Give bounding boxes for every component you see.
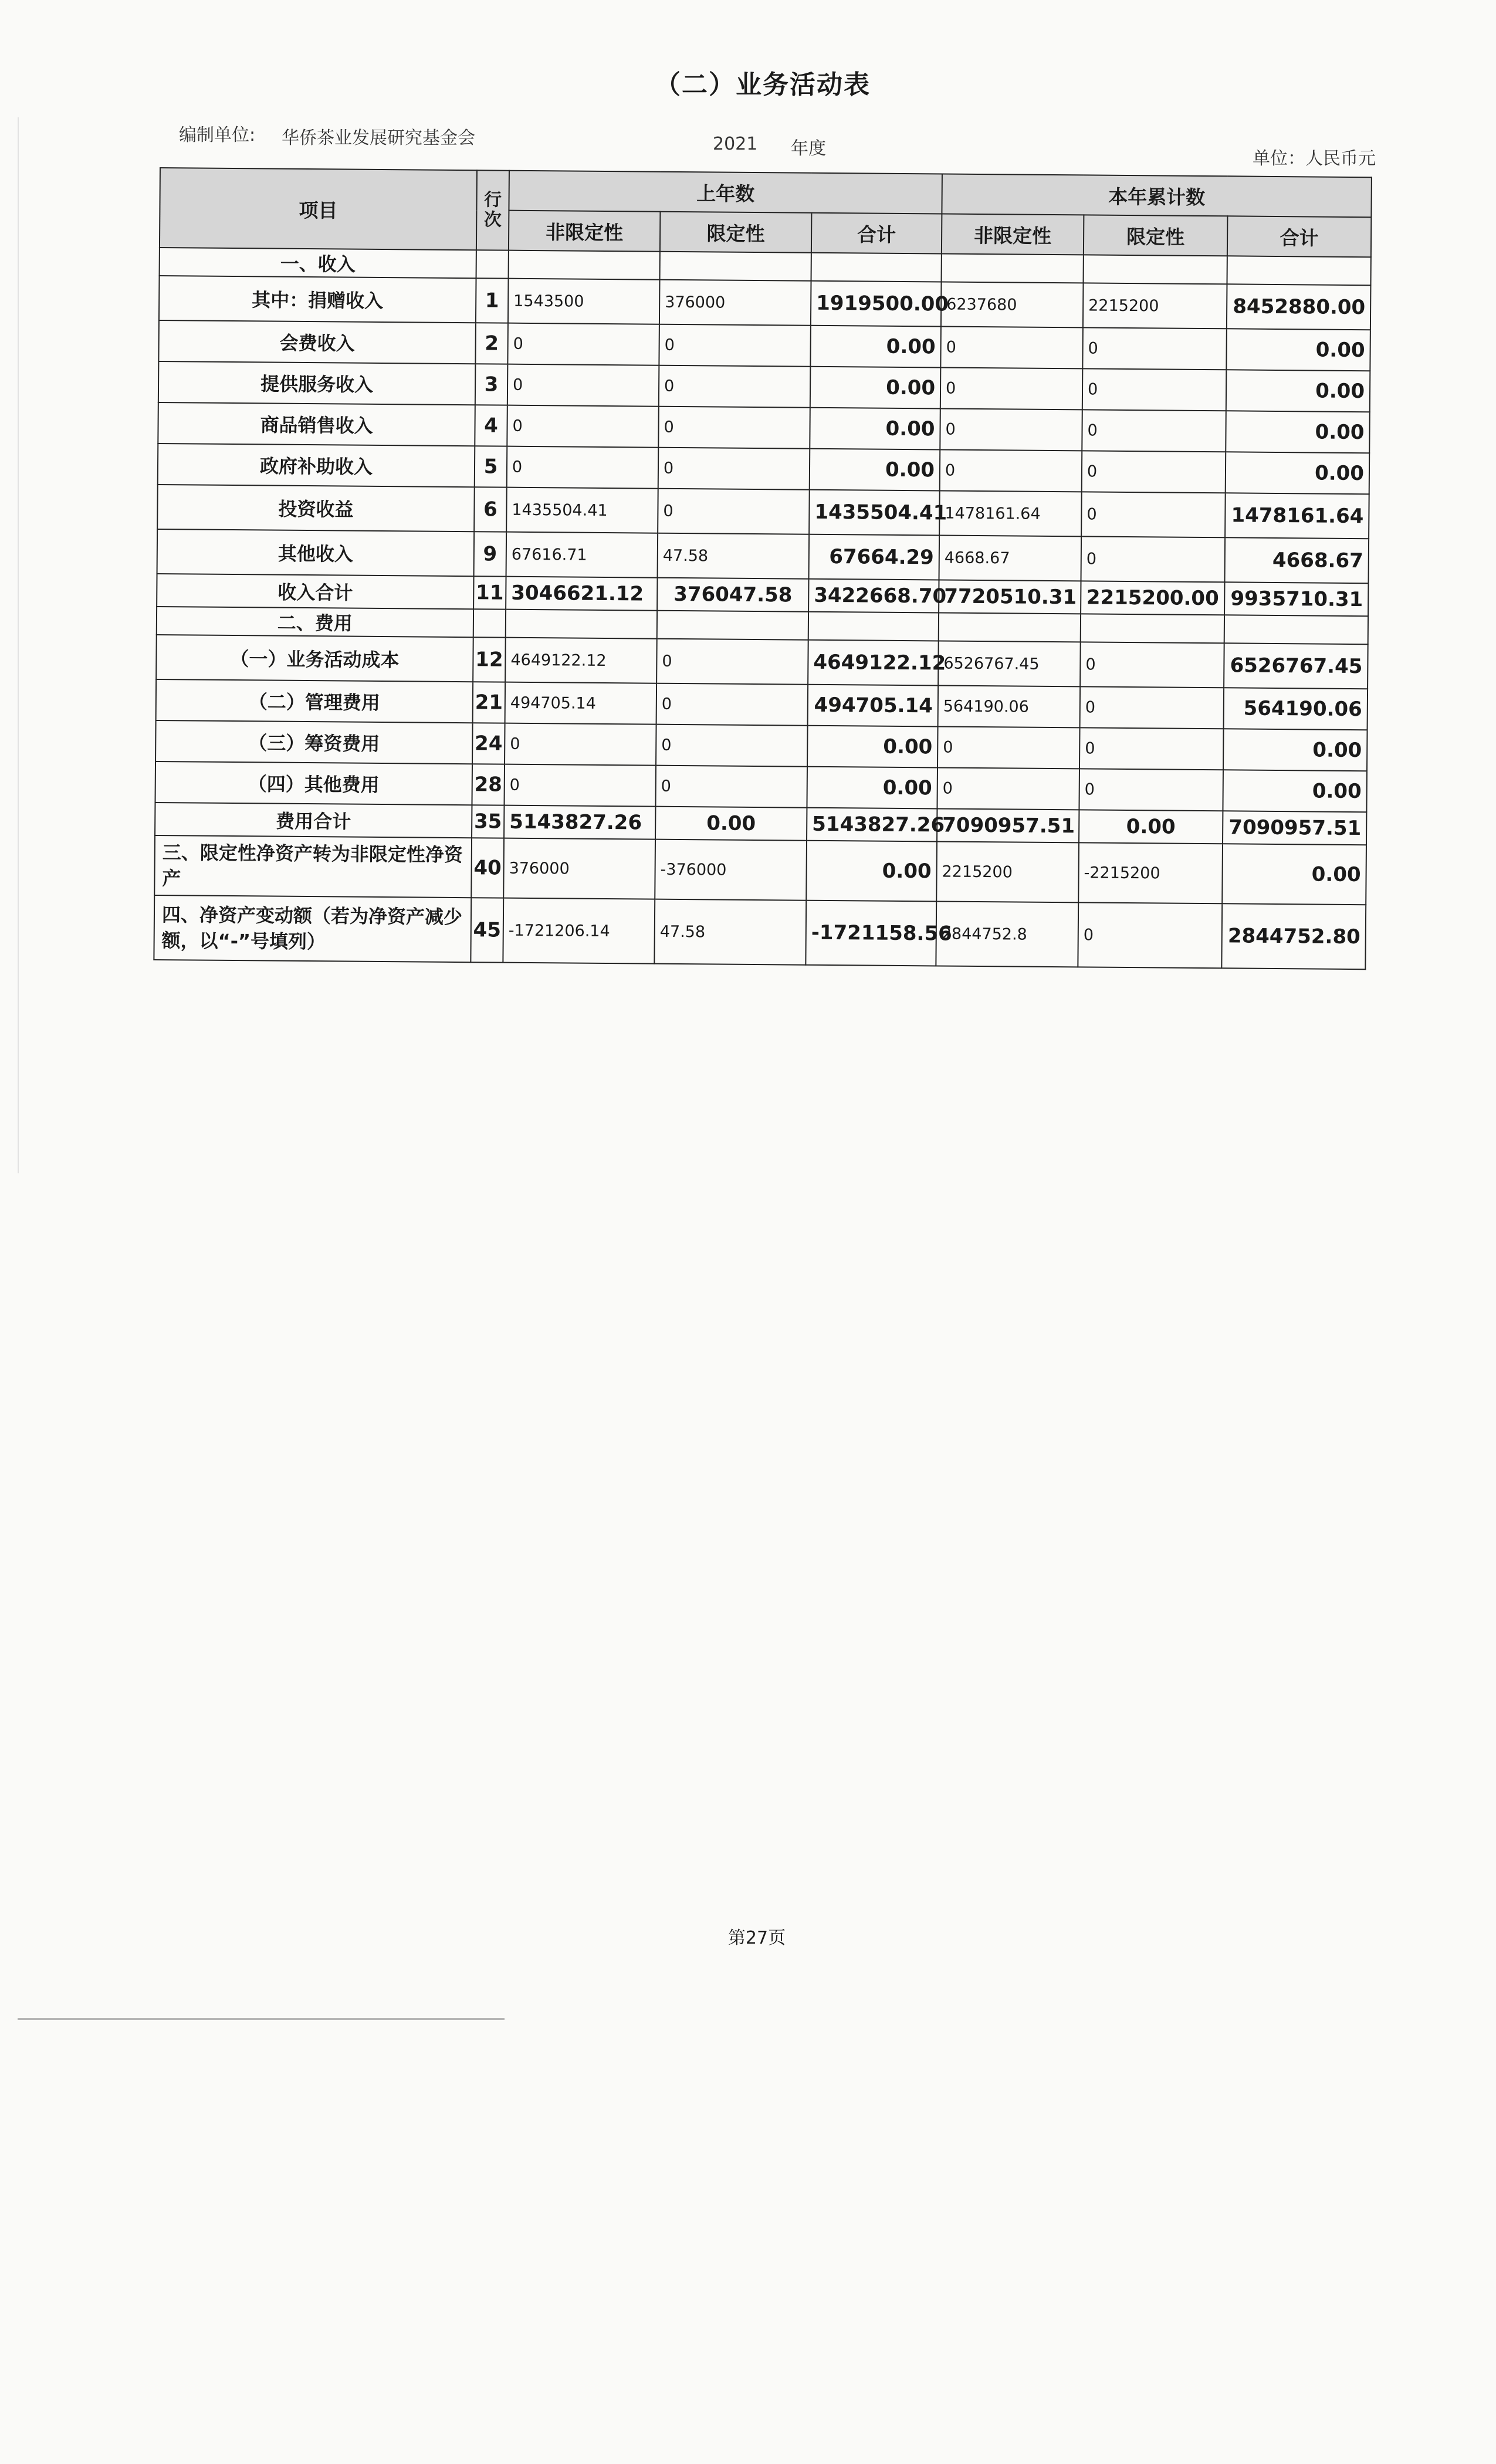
cell-prior-total: 1435504.41 (809, 490, 940, 536)
cell-prior-restricted (660, 252, 811, 281)
column-header-current-unrestricted: 非限定性 (942, 214, 1084, 255)
row-line-number (473, 609, 506, 637)
cell-prior-total: 494705.14 (808, 685, 939, 727)
activity-table (153, 167, 1372, 970)
cell-prior-total: 0.00 (807, 767, 937, 809)
column-header-item: 项目 (160, 168, 477, 250)
row-item-label: 收入合计 (157, 574, 473, 609)
cell-current-total: 0.00 (1226, 411, 1370, 453)
cell-prior-restricted: 0 (656, 683, 808, 726)
row-line-number: 28 (472, 764, 505, 805)
cell-current-restricted: -2215200 (1078, 842, 1223, 903)
row-item-label: （三）筹资费用 (155, 720, 473, 764)
cell-prior-unrestricted: 0 (507, 364, 659, 407)
cell-current-restricted: 0 (1081, 492, 1226, 537)
cell-current-unrestricted: 564190.06 (938, 685, 1081, 727)
cell-current-total: 0.00 (1223, 770, 1367, 812)
column-header-current-year: 本年累计数 (942, 174, 1372, 217)
row-line-number: 45 (471, 898, 503, 962)
cell-prior-unrestricted: 67616.71 (506, 532, 658, 578)
activity-table-wrap (153, 167, 1371, 970)
cell-current-restricted: 0 (1080, 686, 1224, 729)
currency-unit: 单位：人民币元 (1253, 148, 1376, 169)
row-item-label: 费用合计 (155, 803, 472, 838)
table-row (154, 895, 1366, 969)
cell-current-total: 0.00 (1226, 452, 1370, 494)
cell-prior-total: 0.00 (810, 449, 940, 491)
cell-current-unrestricted: 7720510.31 (939, 580, 1081, 614)
cell-prior-total: 1919500.00 (811, 281, 942, 327)
cell-prior-total: 0.00 (810, 367, 941, 409)
row-item-label: （二）管理费用 (156, 679, 473, 723)
cell-current-unrestricted: 1478161.64 (939, 490, 1082, 536)
scan-edge-shadow (18, 117, 19, 1173)
cell-prior-restricted: 0 (656, 725, 808, 767)
cell-prior-restricted: 47.58 (658, 533, 810, 579)
cell-prior-unrestricted: 1543500 (508, 279, 660, 324)
table-body (154, 248, 1370, 969)
cell-current-total: 2844752.80 (1221, 903, 1366, 969)
cell-prior-restricted: 0.00 (655, 807, 807, 841)
cell-prior-unrestricted: 5143827.26 (504, 805, 655, 840)
cell-current-restricted (1081, 614, 1224, 643)
cell-current-total: 0.00 (1223, 729, 1368, 771)
cell-current-total: 4668.67 (1225, 537, 1369, 583)
column-header-current-total: 合计 (1227, 216, 1372, 257)
cell-current-restricted (1083, 255, 1227, 284)
cell-current-total: 8452880.00 (1227, 284, 1371, 330)
cell-current-total (1224, 615, 1368, 644)
cell-prior-unrestricted: 1435504.41 (506, 488, 658, 533)
cell-prior-restricted: 0 (659, 365, 811, 408)
cell-prior-total: 3422668.70 (808, 579, 939, 613)
table-row (154, 835, 1366, 905)
cell-prior-total: 0.00 (810, 326, 941, 368)
cell-current-total: 0.00 (1226, 329, 1370, 371)
cell-prior-unrestricted: 0 (507, 323, 659, 365)
cell-prior-restricted (657, 611, 808, 640)
row-line-number: 11 (473, 576, 506, 609)
cell-current-unrestricted: 0 (940, 449, 1082, 492)
cell-prior-restricted: 0 (658, 489, 810, 534)
cell-current-restricted: 0 (1078, 902, 1222, 968)
cell-prior-restricted: 0 (658, 448, 810, 490)
cell-current-restricted: 0 (1082, 451, 1226, 493)
row-item-label: 三、限定性净资产转为非限定性净资产 (154, 835, 472, 898)
cell-current-unrestricted: 0 (940, 408, 1082, 451)
bottom-rule (18, 2018, 505, 2020)
cell-prior-total: 4649122.12 (808, 640, 939, 686)
cell-current-unrestricted: 7090957.51 (937, 808, 1079, 842)
cell-current-unrestricted: 4668.67 (939, 535, 1082, 581)
preparing-unit-label: 编制单位: (179, 125, 256, 145)
cell-prior-unrestricted: 3046621.12 (506, 577, 657, 611)
cell-current-unrestricted (942, 253, 1084, 283)
cell-prior-restricted: -376000 (655, 840, 807, 901)
cell-prior-unrestricted (506, 610, 657, 639)
row-line-number: 3 (475, 364, 508, 405)
cell-prior-total: 67664.29 (809, 534, 940, 580)
column-header-prior-total: 合计 (811, 213, 942, 254)
row-item-label: 投资收益 (157, 485, 475, 532)
cell-current-total: 0.00 (1222, 844, 1366, 905)
column-header-prior-restricted: 限定性 (660, 212, 812, 253)
cell-prior-total: 0.00 (810, 408, 940, 450)
cell-prior-unrestricted: 0 (507, 405, 659, 448)
column-header-prior-unrestricted: 非限定性 (509, 211, 661, 252)
cell-prior-restricted: 0 (655, 766, 807, 808)
cell-current-unrestricted: 0 (940, 367, 1083, 409)
row-item-label: 商品销售收入 (158, 402, 475, 446)
row-line-number: 40 (471, 838, 504, 898)
cell-current-total: 564190.06 (1224, 688, 1368, 730)
cell-current-unrestricted: 2215200 (936, 841, 1079, 902)
row-item-label: 其他收入 (157, 529, 475, 576)
cell-prior-unrestricted (509, 251, 660, 280)
cell-current-restricted: 0 (1082, 409, 1226, 452)
cell-prior-restricted: 0 (658, 407, 810, 449)
cell-prior-unrestricted: 0 (504, 764, 656, 807)
cell-current-restricted: 2215200 (1083, 283, 1227, 329)
cell-current-restricted: 2215200.00 (1081, 581, 1224, 615)
page-title: （二）业务活动表 (655, 70, 871, 100)
column-header-current-restricted: 限定性 (1084, 215, 1228, 256)
row-line-number: 24 (472, 723, 505, 764)
cell-current-unrestricted: 6237680 (941, 282, 1084, 327)
row-line-number: 2 (475, 323, 508, 364)
cell-current-unrestricted: 0 (937, 767, 1079, 810)
row-line-number: 6 (474, 487, 507, 532)
cell-current-restricted: 0 (1080, 642, 1224, 688)
preparing-unit-value: 华侨茶业发展研究基金会 (282, 128, 475, 148)
column-header-line: 行次 (476, 170, 509, 250)
cell-current-total: 9935710.31 (1224, 582, 1368, 616)
row-line-number: 21 (473, 682, 506, 723)
cell-prior-unrestricted: 494705.14 (505, 682, 657, 725)
cell-current-unrestricted: 6526767.45 (938, 641, 1081, 686)
report-year: 2021 (713, 134, 758, 154)
row-item-label: 二、费用 (157, 607, 473, 637)
row-line-number: 4 (475, 405, 507, 446)
row-line-number: 9 (474, 532, 507, 576)
row-item-label: 其中：捐赠收入 (159, 276, 476, 323)
cell-prior-total: -1721158.56 (805, 901, 936, 966)
cell-prior-total (808, 612, 939, 641)
cell-prior-unrestricted: 4649122.12 (505, 638, 657, 683)
cell-prior-total: 0.00 (807, 726, 938, 768)
cell-current-unrestricted: 2844752.8 (936, 901, 1078, 967)
row-line-number: 12 (473, 637, 506, 682)
report-year-suffix: 年度 (791, 138, 826, 159)
cell-prior-restricted: 47.58 (654, 899, 806, 965)
column-header-prior-year: 上年数 (509, 171, 942, 214)
cell-prior-unrestricted: 376000 (503, 838, 655, 899)
cell-current-restricted: 0 (1079, 769, 1223, 811)
row-line-number: 1 (476, 278, 509, 323)
cell-current-total (1227, 256, 1370, 285)
cell-prior-total (811, 253, 942, 282)
row-line-number: 35 (472, 805, 504, 838)
row-item-label: 提供服务收入 (158, 361, 476, 405)
cell-prior-restricted: 376047.58 (657, 578, 808, 612)
cell-prior-total: 5143827.26 (807, 808, 937, 842)
cell-current-unrestricted (939, 612, 1081, 642)
cell-current-restricted: 0 (1081, 536, 1226, 582)
cell-prior-restricted: 0 (656, 639, 808, 685)
row-line-number (476, 250, 509, 278)
row-item-label: 政府补助收入 (158, 444, 475, 487)
cell-prior-total: 0.00 (806, 841, 937, 902)
cell-current-restricted: 0 (1082, 327, 1227, 370)
cell-current-restricted: 0.00 (1079, 810, 1223, 844)
cell-current-restricted: 0 (1082, 368, 1227, 411)
cell-current-unrestricted: 0 (937, 726, 1080, 769)
cell-prior-unrestricted: -1721206.14 (503, 898, 655, 964)
cell-prior-restricted: 376000 (659, 280, 811, 326)
page-number: 第27页 (727, 1928, 786, 1948)
row-item-label: （一）业务活动成本 (156, 635, 473, 682)
cell-prior-restricted: 0 (659, 324, 811, 367)
cell-current-restricted: 0 (1079, 727, 1224, 770)
cell-current-unrestricted: 0 (940, 326, 1083, 368)
cell-current-total: 0.00 (1226, 370, 1370, 412)
row-item-label: （四）其他费用 (155, 761, 472, 805)
row-item-label: 会费收入 (158, 320, 476, 364)
cell-prior-unrestricted: 0 (507, 446, 659, 489)
cell-current-total: 6526767.45 (1224, 643, 1368, 689)
row-item-label: 四、净资产变动额（若为净资产减少额，以“-”号填列） (154, 895, 471, 962)
cell-current-total: 1478161.64 (1225, 493, 1369, 539)
cell-current-total: 7090957.51 (1223, 811, 1366, 845)
row-item-label: 一、收入 (160, 248, 476, 278)
row-line-number: 5 (475, 446, 507, 487)
cell-prior-unrestricted: 0 (505, 723, 656, 766)
